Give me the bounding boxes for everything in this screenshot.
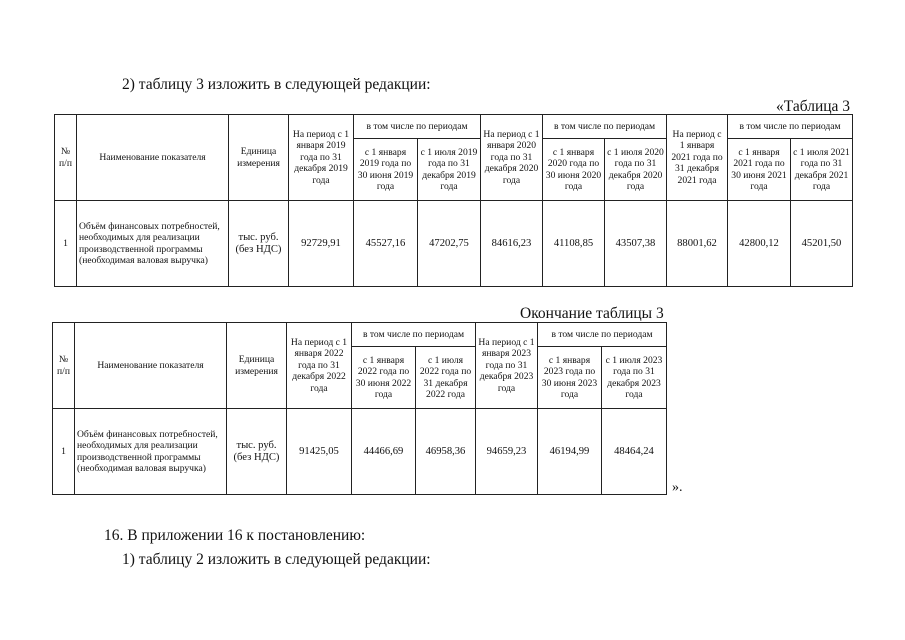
header-name: Наименование показателя [75, 323, 227, 409]
value-cell: 47202,75 [418, 201, 481, 287]
header-unit: Единица измерения [229, 115, 289, 201]
table-3-continuation [52, 322, 667, 495]
continuation-caption: Окончание таблицы 3 [520, 305, 664, 322]
value-cell: 48464,24 [602, 409, 667, 495]
value-cell: 45527,16 [354, 201, 418, 287]
header-sub1-2019: с 1 января 2019 года по 30 июня 2019 года [354, 139, 418, 201]
row-unit: тыс. руб. (без НДС) [227, 409, 287, 495]
value-cell: 46958,36 [416, 409, 476, 495]
header-period-2020: На период с 1 января 2020 года по 31 декабря 2020 года [481, 115, 543, 201]
header-sub2-2023: с 1 июля 2023 года по 31 декабря 2023 года [602, 347, 667, 409]
header-sub2-2020: с 1 июля 2020 года по 31 декабря 2020 года [605, 139, 667, 201]
value-cell: 42800,12 [728, 201, 791, 287]
header-period-2023: На период с 1 января 2023 года по 31 декабря 2023 года [476, 323, 538, 409]
row-num: 1 [53, 409, 75, 495]
header-period-2021: На период с 1 января 2021 года по 31 декабря 2021 года [667, 115, 728, 201]
header-period-2022: На период с 1 января 2022 года по 31 декабря 2022 года [287, 323, 352, 409]
header-sub1-2021: с 1 января 2021 года по 30 июня 2021 года [728, 139, 791, 201]
header-sub2-2021: с 1 июля 2021 года по 31 декабря 2021 года [791, 139, 853, 201]
value-cell: 84616,23 [481, 201, 543, 287]
header-num: № п/п [53, 323, 75, 409]
value-cell: 41108,85 [543, 201, 605, 287]
header-unit: Единица измерения [227, 323, 287, 409]
header-period-2019: На период с 1 января 2019 года по 31 декабря 2019 года [289, 115, 354, 201]
value-cell: 45201,50 [791, 201, 853, 287]
closing-mark: ». [672, 480, 683, 495]
header-including-2022: в том числе по периодам [352, 323, 476, 347]
section-16-heading: 16. В приложении 16 к постановлению: [104, 527, 366, 544]
header-sub1-2020: с 1 января 2020 года по 30 июня 2020 года [543, 139, 605, 201]
header-including-2021: в том числе по периодам [728, 115, 853, 139]
value-cell: 92729,91 [289, 201, 354, 287]
header-sub2-2019: с 1 июля 2019 года по 31 декабря 2019 года [418, 139, 481, 201]
header-num: № п/п [55, 115, 77, 201]
table-caption: «Таблица 3 [776, 98, 851, 115]
table-3-main [54, 114, 853, 287]
header-name: Наименование показателя [77, 115, 229, 201]
value-cell: 88001,62 [667, 201, 728, 287]
header-sub1-2023: с 1 января 2023 года по 30 июня 2023 года [538, 347, 602, 409]
header-sub1-2022: с 1 января 2022 года по 30 июня 2022 года [352, 347, 416, 409]
header-sub2-2022: с 1 июля 2022 года по 31 декабря 2022 года [416, 347, 476, 409]
row-name: Объём финансовых потребностей, необходимых для реализации производственной программы (необходимая валовая выручка) [75, 409, 227, 495]
header-including-2019: в том числе по периодам [354, 115, 481, 139]
section-16-item-1: 1) таблицу 2 изложить в следующей редакции: [122, 551, 431, 568]
value-cell: 43507,38 [605, 201, 667, 287]
value-cell: 91425,05 [287, 409, 352, 495]
row-num: 1 [55, 201, 77, 287]
header-including-2020: в том числе по периодам [543, 115, 667, 139]
value-cell: 46194,99 [538, 409, 602, 495]
value-cell: 94659,23 [476, 409, 538, 495]
intro-line: 2) таблицу 3 изложить в следующей редакции: [122, 76, 431, 93]
value-cell: 44466,69 [352, 409, 416, 495]
row-name: Объём финансовых потребностей, необходимых для реализации производственной программы (необходимая валовая выручка) [77, 201, 229, 287]
row-unit: тыс. руб. (без НДС) [229, 201, 289, 287]
header-including-2023: в том числе по периодам [538, 323, 667, 347]
